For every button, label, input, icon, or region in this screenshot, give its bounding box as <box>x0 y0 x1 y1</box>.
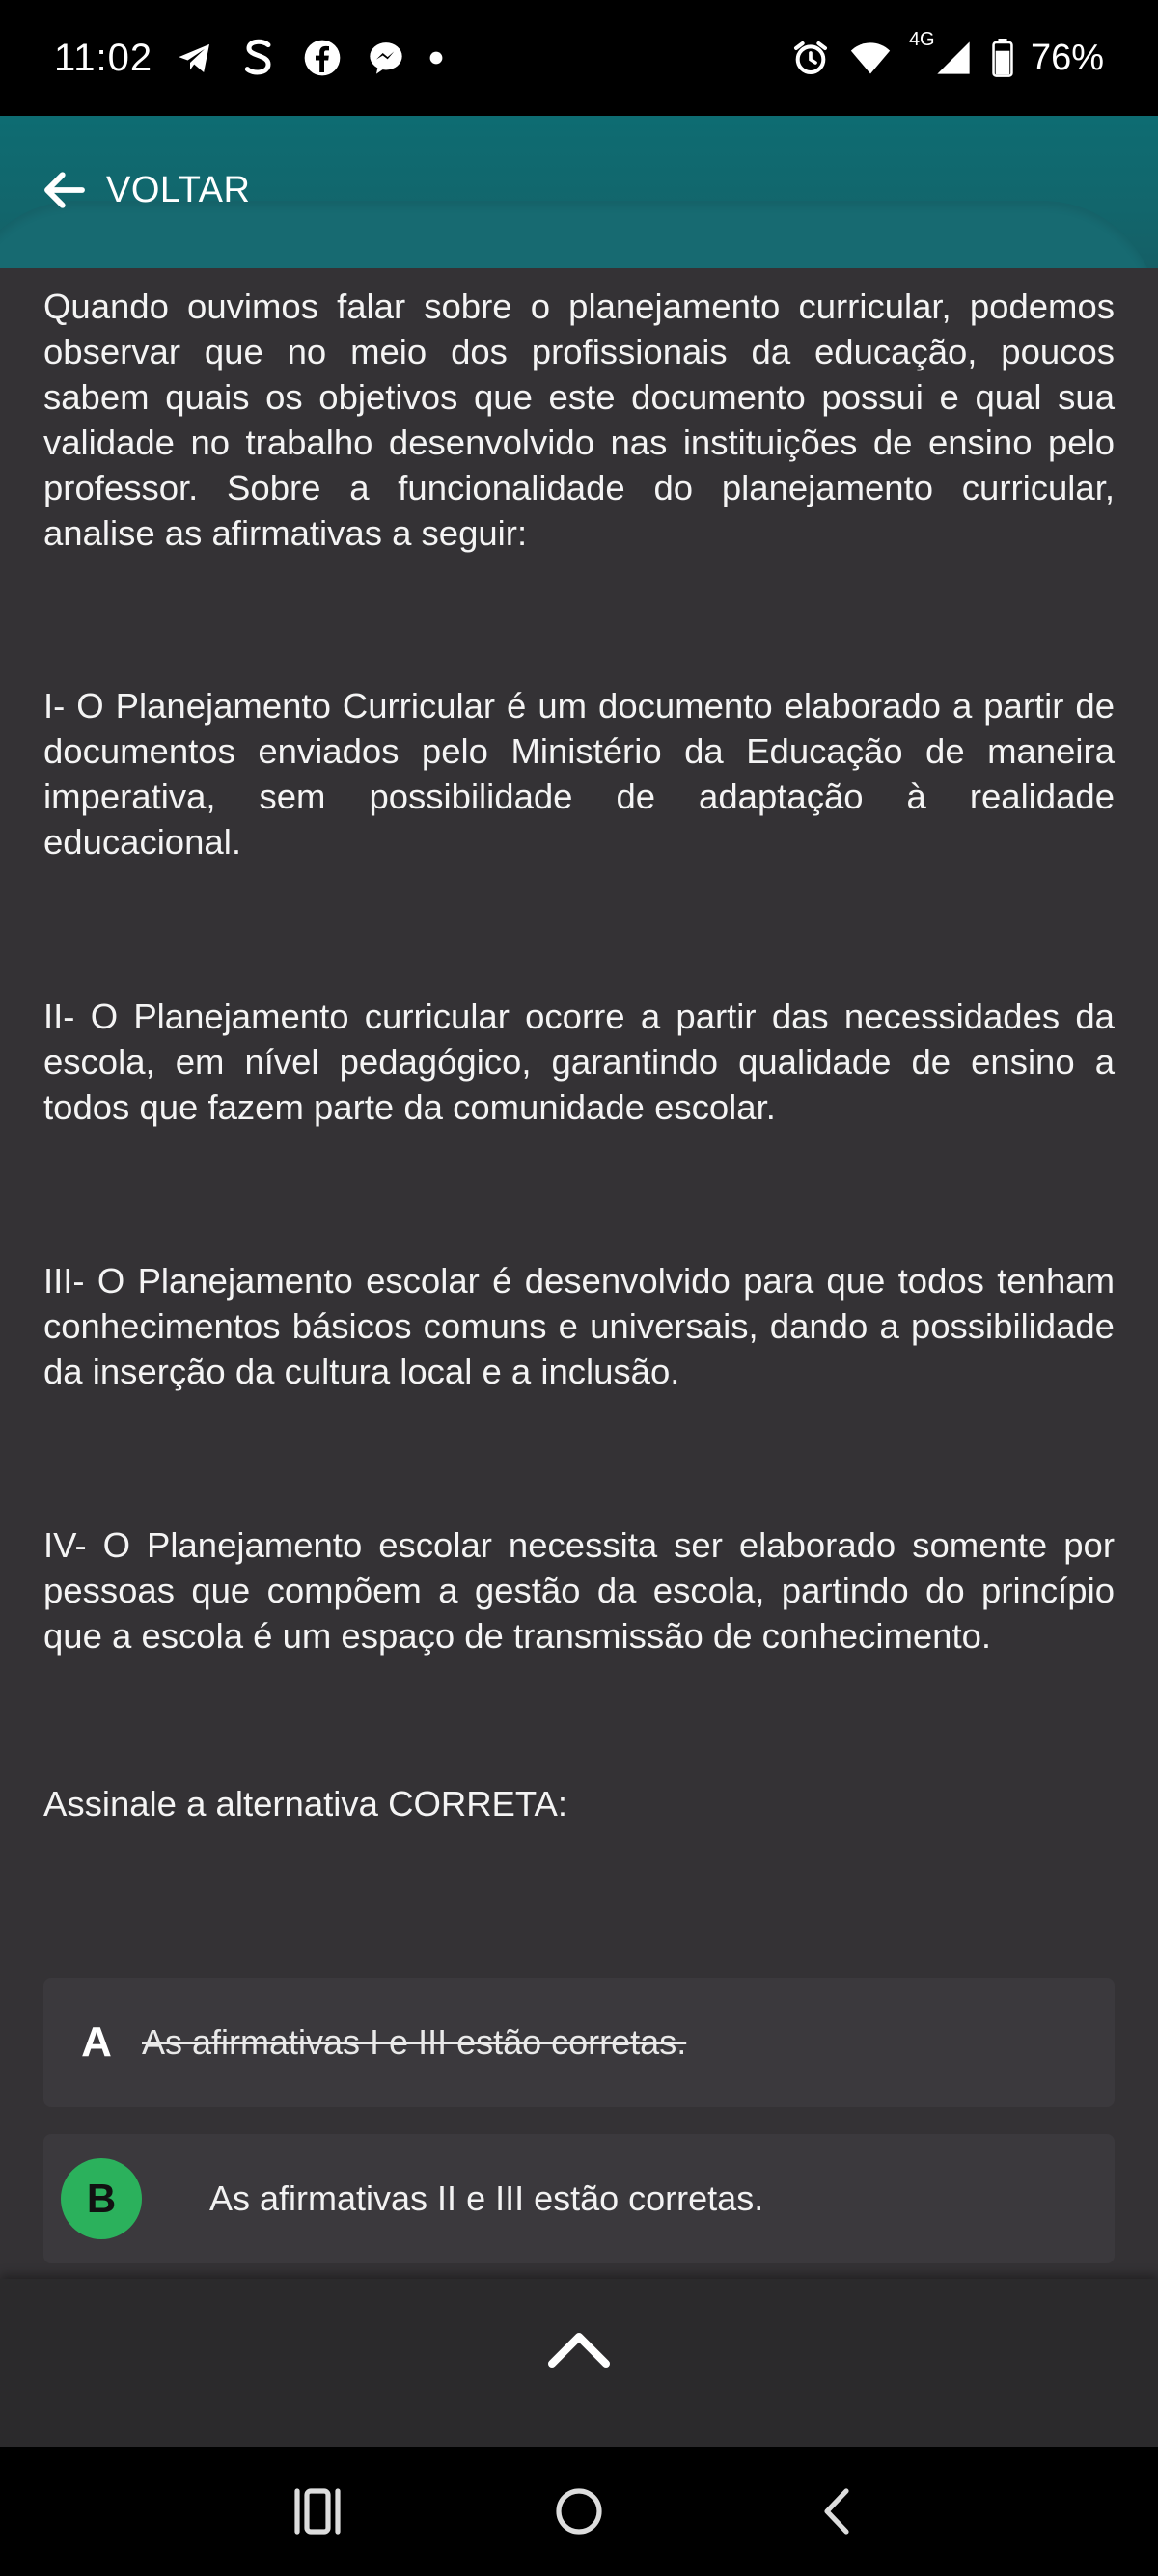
s-app-icon <box>237 37 280 79</box>
signal-icon <box>932 37 975 79</box>
network-type: 4G <box>908 29 935 50</box>
recents-icon[interactable] <box>284 2478 351 2545</box>
bottom-panel <box>0 2279 1158 2447</box>
dot-icon <box>428 50 444 66</box>
question-intro: Quando ouvimos falar sobre o planejamento curricular, podemos observar que no meio dos profissionais da educação, poucos sabem quais os objetivos que este documento possui e qual sua validade no trabalho desenvolvido nas instituições de ensino pelo professor. Sobre a funcionalidade do planejamento curricular, analise as afirmativas a seguir: <box>43 287 1115 553</box>
option-text: As afirmativas I e III estão corretas. <box>142 2022 687 2062</box>
statement-2: II- O Planejamento curricular ocorre a partir das necessidades da escola, em nível pedagógico, garantindo qualidade de ensino a todos que fazem parte da comunidade escolar. <box>43 997 1115 1127</box>
status-time: 11:02 <box>54 36 153 79</box>
battery-icon <box>992 39 1013 77</box>
back-icon[interactable] <box>806 2478 873 2545</box>
arrow-left-icon <box>39 164 91 216</box>
question-prompt: Assinale a alternativa CORRETA: <box>43 1784 567 1823</box>
status-bar <box>0 0 1158 116</box>
battery-percent: 76% <box>1030 37 1104 78</box>
messenger-icon <box>365 37 407 79</box>
option-a[interactable] <box>43 1978 1115 2107</box>
wifi-icon <box>849 37 892 79</box>
statement-1: I- O Planejamento Curricular é um documento elaborado a partir de documentos enviados pelo Ministério da Educação de maneira imperativa, sem possibilidade de adaptação à realidade educacional. <box>43 686 1115 862</box>
statement-3: III- O Planejamento escolar é desenvolvido para que todos tenham conhecimentos básicos comuns e universais, dando a possibilidade da inserção da cultura local e a inclusão. <box>43 1261 1115 1391</box>
back-button[interactable] <box>39 164 250 216</box>
status-right <box>789 29 1104 87</box>
chevron-up-icon[interactable] <box>540 2317 618 2385</box>
option-letter-badge: B <box>61 2158 142 2239</box>
option-text: As afirmativas II e III estão corretas. <box>209 2179 764 2218</box>
home-icon[interactable] <box>545 2478 613 2545</box>
statement-4: IV- O Planejamento escolar necessita ser elaborado somente por pessoas que compõem a gestão da escola, partindo do princípio que a escola é um espaço de transmissão de conhecimento. <box>43 1525 1115 1656</box>
system-nav-bar <box>0 2447 1158 2576</box>
telegram-icon <box>174 37 216 79</box>
facebook-icon <box>301 37 344 79</box>
option-b[interactable] <box>43 2134 1115 2263</box>
status-left <box>54 29 444 87</box>
app-header <box>0 116 1158 268</box>
option-letter: A <box>81 2018 112 2066</box>
back-label: VOLTAR <box>106 169 251 210</box>
alarm-icon <box>789 37 832 79</box>
signal-group <box>908 29 975 79</box>
